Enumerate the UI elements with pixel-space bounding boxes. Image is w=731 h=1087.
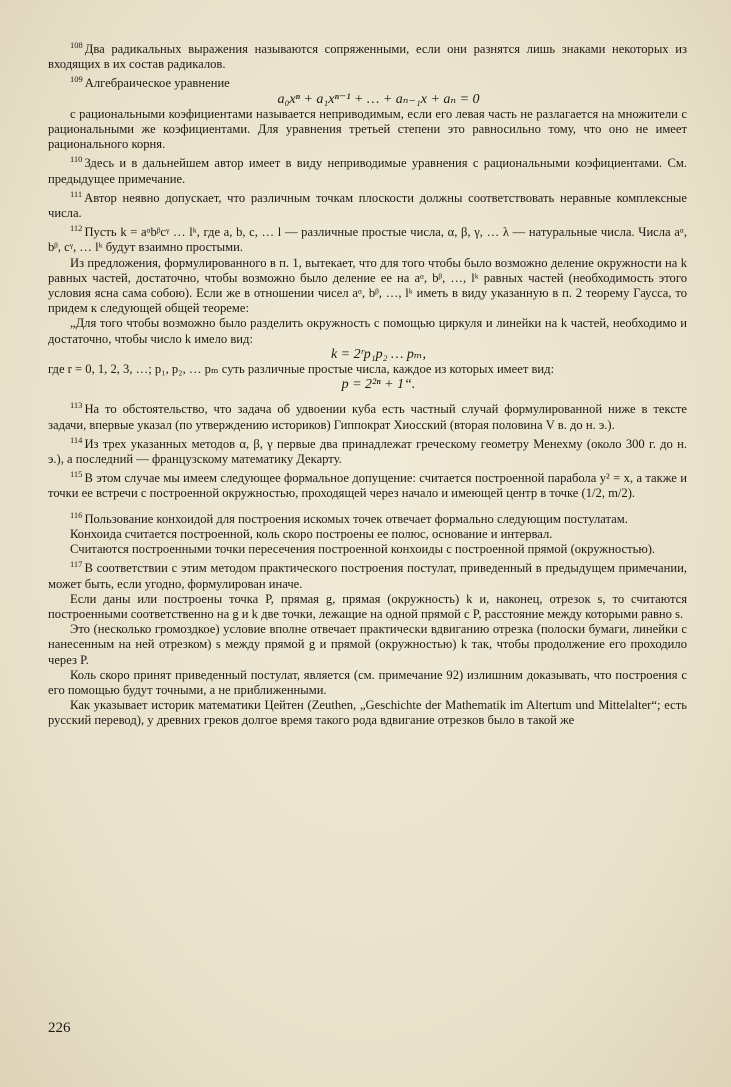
note-text: Конхоида считается построенной, коль скоро построены ее полюс, основание и интервал. (70, 526, 553, 541)
formula: p = 2²ⁿ + 1“. (341, 377, 416, 393)
note-text: В этом случае мы имеем следующее формальное допущение: считается построенной парабола y² = x, а также и точки ее встречи с построенной окружностью, проходящей через начало и имеющей центр в точке (1/2, m/2). (48, 471, 687, 501)
note-text: Как указывает историк математики Цейтен (Zeuthen, „Geschichte der Mathematik im Altertum und Mittelalter“; есть русский перевод), у древних греков долгое время такого рода вдвигание отрезков было в такой же (48, 698, 687, 728)
footnote-number: 113 (70, 400, 83, 411)
page-number: 226 (48, 1020, 71, 1036)
note-paragraph (48, 527, 687, 542)
note-paragraph (48, 398, 687, 432)
note-paragraph (48, 668, 687, 698)
note-text: Коль скоро принят приведенный постулат, является (см. примечание 92) излишним доказывать, что построения с его помощью будут точными, а не приближенными. (48, 667, 687, 697)
note-paragraph (48, 221, 687, 255)
note-paragraph (48, 362, 687, 377)
note-text: Это (несколько громоздкое) условие вполне отвечает практически вдвиганию отрезка (полоски бумаги, линейки с нанесенным на ней отрезком) s между прямой g и прямой (окружностью) k так, чтобы продолжение его проходило через P. (48, 622, 687, 667)
footnote-number: 108 (70, 40, 83, 50)
note-paragraph (48, 316, 687, 346)
note-paragraph (48, 592, 687, 622)
note-paragraph (48, 107, 687, 153)
note-paragraph (48, 698, 687, 728)
note-text: На то обстоятельство, что задача об удвоении куба есть частный случай формулированной ниже в тексте задачи, впервые указал (по утверждению историков) Гиппократ Хиосский (вторая половина V в. до н. э.). (48, 402, 687, 432)
note-paragraph (48, 72, 687, 91)
footnote-number: 116 (70, 509, 83, 520)
note-text: Считаются построенными точки пересечения построенной конхоиды с построенной прямой (окружностью). (70, 542, 656, 557)
note-text: Пользование конхоидой для построения искомых точек отвечает формально следующим постулатам. (84, 511, 628, 526)
formula: k = 2ʳp₁p₂ … pₘ, (330, 346, 427, 362)
note-paragraph (48, 508, 687, 527)
footnote-number: 110 (70, 154, 83, 165)
note-text: Автор неявно допускает, что различным точкам плоскости должны соответствовать неравные комплексные числа. (48, 190, 687, 221)
note-paragraph (48, 256, 687, 317)
note-text: В соответствии с этим методом практического построения постулат, приведенный в предыдущем примечании, может быть, если угодно, формулирован иначе. (48, 561, 687, 591)
footnote-number: 112 (70, 223, 83, 234)
footnotes-body (48, 38, 687, 729)
note-paragraph (48, 38, 687, 72)
note-paragraph (48, 467, 687, 501)
note-text: Из предложения, формулированного в п. 1, вытекает, что для того чтобы было возможно деление окружности на k равных частей, достаточно, чтобы возможно было деление ее на aᵅ, bᵝ, …, lᵏ равных частей (необходимость этого условия ясна сама собою). Если же в отношении чисел aᵅ, bᵝ, …, lᵏ иметь в виду указанную в п. 2 теорему Гаусса, то придем к следующей общей теореме: (48, 255, 687, 316)
note-text: где r = 0, 1, 2, 3, …; p₁, p₂, … pₘ суть различные простые числа, каждое из которых имеет вид: (48, 362, 555, 377)
note-text: с рациональными коэфициентами называется неприводимым, если его левая часть не разлагается на множители с рациональными же коэфициентами. Для уравнения третьей степени это равносильно тому, что оно не имеет рационального корня. (48, 106, 687, 152)
note-text: Два радикальных выражения называются сопряженными, если они разнятся лишь знаками некоторых из входящих в их состав радикалов. (48, 42, 687, 72)
note-paragraph (48, 152, 687, 186)
note-text: Здесь и в дальнейшем автор имеет в виду неприводимые уравнения с рациональными коэфициентами. См. предыдущее примечание. (48, 156, 687, 186)
note-paragraph (48, 542, 687, 557)
note-text: „Для того чтобы возможно было разделить окружность с помощью циркуля и линейки на k частей, необходимо и достаточно, чтобы число k имело вид: (48, 316, 687, 346)
note-text: Алгебраическое уравнение (84, 76, 230, 91)
footnote-number: 115 (70, 469, 83, 480)
footnote-number: 117 (70, 559, 83, 570)
footnote-number: 111 (70, 188, 83, 199)
note-text: Если даны или построены точка P, прямая g, прямая (окружность) k и, наконец, отрезок s, то считаются построенными соответственно на g и k две точки, лежащие на одной прямой с P, расстояние между которыми равно s. (48, 591, 687, 621)
note-paragraph (48, 187, 687, 221)
note-paragraph (48, 622, 687, 668)
note-paragraph (48, 433, 687, 467)
note-text: Пусть k = aᵅbᵝcᵞ … lᵏ, где a, b, c, … l — различные простые числа, α, β, γ, … λ — натуральные числа. Числа aᵅ, bᵝ, cᵞ, … lᵏ будут взаимно простыми. (48, 225, 687, 255)
note-text: Из трех указанных методов α, β, γ первые два принадлежат греческому геометру Менехму (около 300 г. до н. э.), а последний — французскому математику Декарту. (48, 436, 687, 467)
footnote-number: 114 (70, 434, 83, 445)
footnote-number: 109 (70, 74, 83, 85)
note-paragraph (48, 557, 687, 591)
formula: a₀xⁿ + a₁xⁿ⁻¹ + … + aₙ₋₁x + aₙ = 0 (277, 91, 480, 107)
